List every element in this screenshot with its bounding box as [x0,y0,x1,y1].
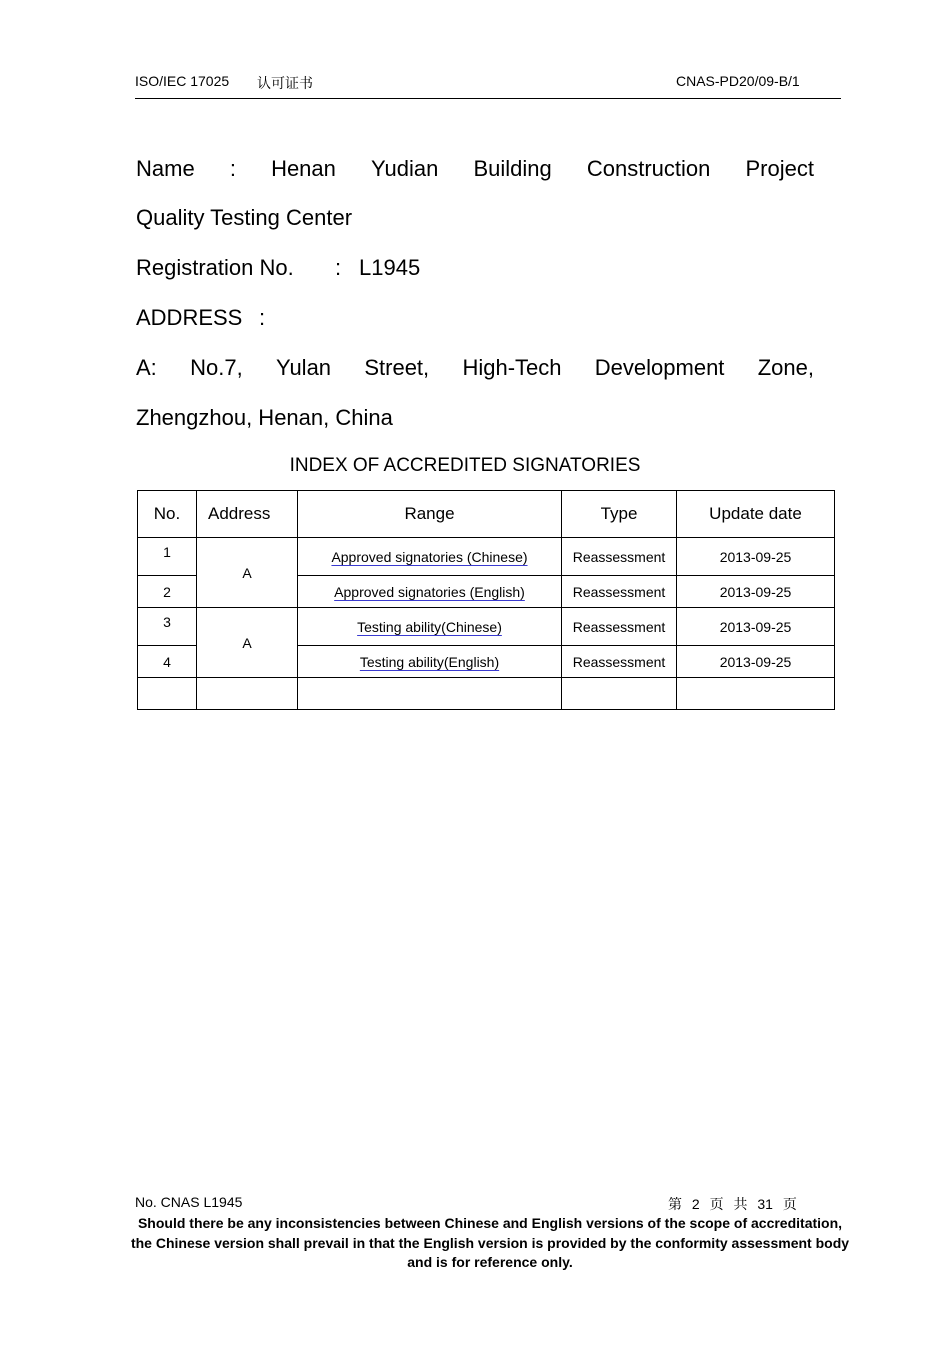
cell-range [298,608,562,646]
table-row [138,538,835,576]
col-header-range: Range [298,491,562,538]
index-title: INDEX OF ACCREDITED SIGNATORIES [289,455,641,476]
cell-date: 2013-09-25 [677,608,835,646]
cell-address: A [197,538,298,608]
cell-no: 3 [138,608,197,646]
address-word: A: [136,355,157,380]
cell-date: 2013-09-25 [677,576,835,608]
header-certificate-label: 认可证书 [257,75,313,91]
cell-type: Reassessment [562,646,677,678]
cell-type: Reassessment [562,608,677,646]
cell-range [298,538,562,576]
range-link[interactable]: Testing ability(English) [359,653,500,670]
cell-range [298,646,562,678]
registration-label: Registration No. [136,255,294,280]
cell-date: 2013-09-25 [677,646,835,678]
cell-empty [677,678,835,710]
address-label: ADDRESS [136,305,243,330]
page-ye-2: 页 [782,1196,797,1212]
page-ye: 页 [709,1196,724,1212]
cell-date: 2013-09-25 [677,538,835,576]
cell-address: A [197,608,298,678]
cell-no: 4 [138,646,197,678]
page-gong: 共 [733,1196,748,1212]
cell-type: Reassessment [562,538,677,576]
range-link[interactable]: Approved signatories (Chinese) [331,548,528,565]
signatories-table [137,490,835,710]
name-word: Yudian [371,156,439,181]
address-word: Street, [364,355,430,380]
cell-empty [197,678,298,710]
col-header-update-date: Update date [677,491,835,538]
address-word: High-Tech [462,355,562,380]
cell-type: Reassessment [562,576,677,608]
header-document-code: CNAS-PD20/09-B/1 [676,73,800,89]
name-word: Building [473,156,552,181]
footer-cert-number: No. CNAS L1945 [135,1194,243,1210]
address-line-1 [136,355,814,381]
header-divider [135,98,841,99]
name-word: Henan [271,156,336,181]
page-di: 第 [668,1196,682,1212]
table-row [138,608,835,646]
cell-empty [298,678,562,710]
registration-number: L1945 [359,255,421,280]
name-colon: : [229,156,236,181]
footer-page-indicator [668,1194,797,1214]
address-colon: : [259,305,266,330]
name-line-1 [136,156,814,182]
col-header-address: Address [197,491,298,538]
page-total: 31 [757,1196,773,1212]
col-header-type: Type [562,491,677,538]
header-standard-code: ISO/IEC 17025 [135,73,230,89]
range-link[interactable]: Testing ability(Chinese) [357,618,502,635]
address-word: Development [594,355,725,380]
cell-empty [562,678,677,710]
name-line-2: Quality Testing Center [136,205,353,230]
cell-range [298,576,562,608]
name-word: Construction [586,156,711,181]
cell-no: 2 [138,576,197,608]
footer-disclaimer: Should there be any inconsistencies between Chinese and English versions of the scope of accreditation, the Chinese version shall prevail in that the English version is provided by the conformity assessment body and is for reference only. [130,1215,850,1270]
name-label: Name [136,156,195,181]
name-word: Project [745,156,814,181]
cell-no: 1 [138,538,197,576]
range-link[interactable]: Approved signatories (English) [334,583,525,600]
address-word: Zone, [757,355,814,380]
address-word: Yulan [275,355,332,380]
table-header-row [138,491,835,538]
cell-empty [138,678,197,710]
registration-colon: : [335,255,342,280]
address-line-2: Zhengzhou, Henan, China [136,405,393,430]
table-row-empty [138,678,835,710]
page-number: 2 [691,1196,700,1212]
address-word: No.7, [190,355,243,380]
col-header-no: No. [138,491,197,538]
